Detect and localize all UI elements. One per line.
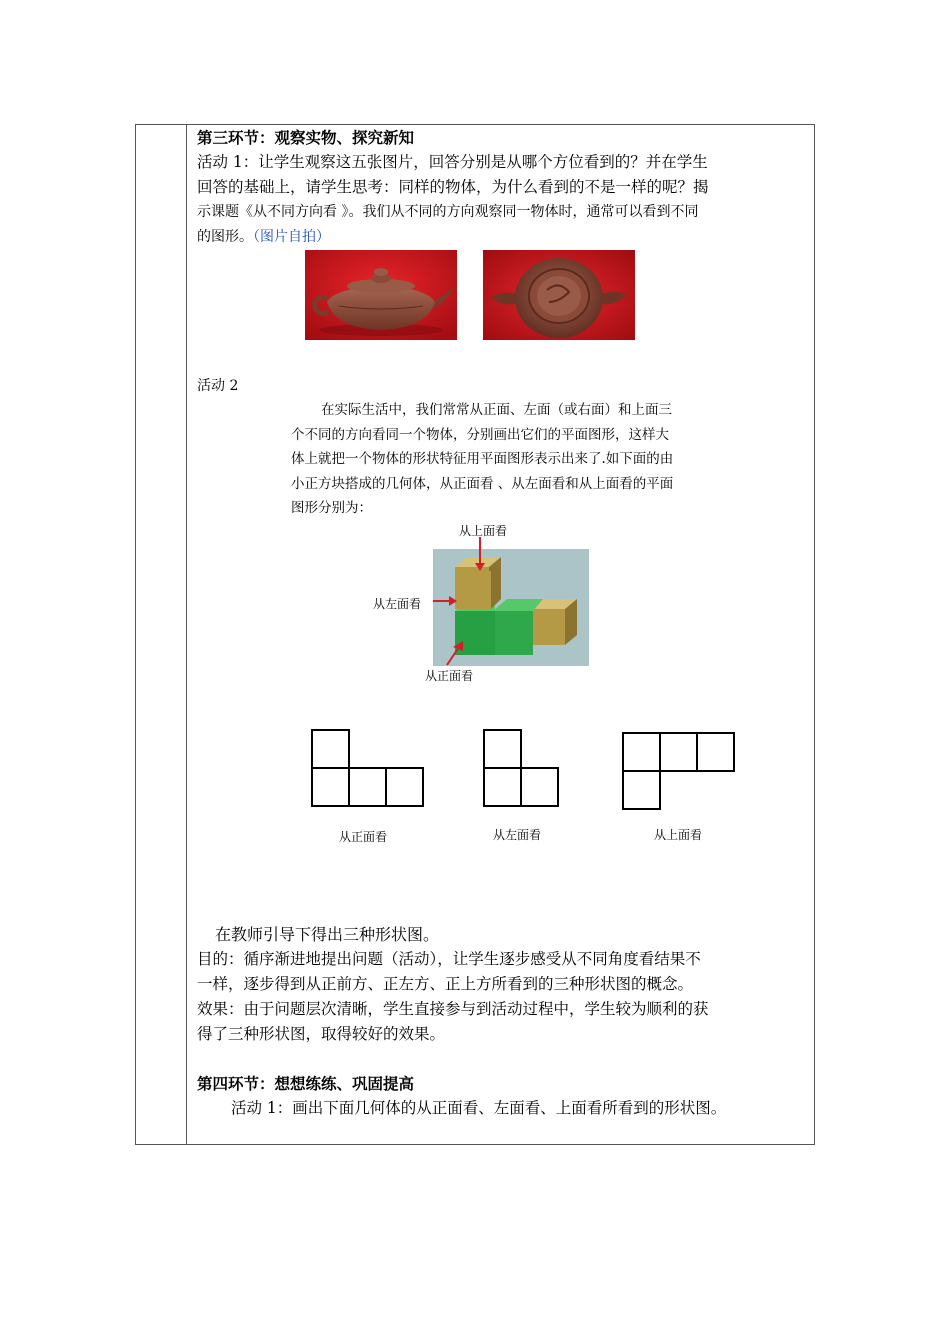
activity1-line-2: 回答的基础上，请学生思考：同样的物体，为什么看到的不是一样的呢？揭 <box>197 178 709 196</box>
purpose-paragraph <box>197 947 809 997</box>
cube-label-left: 从左面看 <box>373 597 422 611</box>
left-view-label: 从左面看 <box>493 828 542 842</box>
textbook-excerpt <box>291 398 741 521</box>
effect-line-1: 效果：由于问题层次清晰，学生直接参与到活动过程中，学生较为顺利的获 <box>197 1000 709 1018</box>
activity1-paragraph <box>197 150 809 250</box>
front-view-label: 从正面看 <box>339 830 388 844</box>
summary-line: 在教师引导下得出三种形状图。 <box>215 925 440 944</box>
top-view-diagram <box>622 731 742 817</box>
teapot-side-photo <box>305 250 457 340</box>
activity1-line-1: 活动 1：让学生观察这五张图片，回答分别是从哪个方位看到的？并在学生 <box>197 153 708 171</box>
section4-heading: 第四环节：想想练练、巩固提高 <box>197 1074 415 1093</box>
activity2-label <box>197 374 809 399</box>
top-view-label: 从上面看 <box>654 828 703 842</box>
excerpt-line-5: 图形分别为： <box>291 500 372 516</box>
photo-note: （图片自拍） <box>253 229 330 245</box>
activity1-line-4: 的图形。 <box>197 229 253 245</box>
teapot-top-photo <box>483 250 635 340</box>
excerpt-line-1: 在实际生活中，我们常常从正面、左面（或右面）和上面三 <box>321 402 672 418</box>
activity2-label-text: 活动 2 <box>197 378 239 394</box>
lesson-table <box>135 124 815 1145</box>
left-view-diagram <box>483 727 563 813</box>
section3-heading: 第三环节：观察实物、探究新知 <box>197 128 415 147</box>
effect-line-2: 得了三种形状图，取得较好的效果。 <box>197 1025 446 1043</box>
cube-label-top: 从上面看 <box>459 524 508 538</box>
section4-activity1-line: 活动 1：画出下面几何体的从正面看、左面看、上面看所看到的形状图。 <box>231 1099 727 1117</box>
purpose-line-2: 一样，逐步得到从正前方、正左方、正上方所看到的三种形状图的概念。 <box>197 975 694 993</box>
purpose-line-1: 目的：循序渐进地提出问题（活动），让学生逐步感受从不同角度看结果不 <box>197 950 701 968</box>
excerpt-line-3: 体上就把一个物体的形状特征用平面图形表示出来了.如下面的由 <box>291 451 674 467</box>
section4-activity1 <box>197 1096 809 1121</box>
effect-paragraph <box>197 997 809 1047</box>
front-view-diagram <box>311 727 431 813</box>
excerpt-line-2: 个不同的方向看同一个物体，分别画出它们的平面图形，这样大 <box>291 426 669 443</box>
excerpt-line-4: 小正方块搭成的几何体，从正面看 、从左面看和从上面看的平面 <box>291 475 674 492</box>
activity1-line-3: 示课题《从不同方向看 》。我们从不同的方向观察同一物体时，通常可以看到不同 <box>197 204 699 220</box>
column-divider <box>186 125 187 1144</box>
cube-arrangement-figure <box>433 537 593 667</box>
summary-paragraph <box>197 922 809 947</box>
cube-label-front: 从正面看 <box>425 669 474 683</box>
